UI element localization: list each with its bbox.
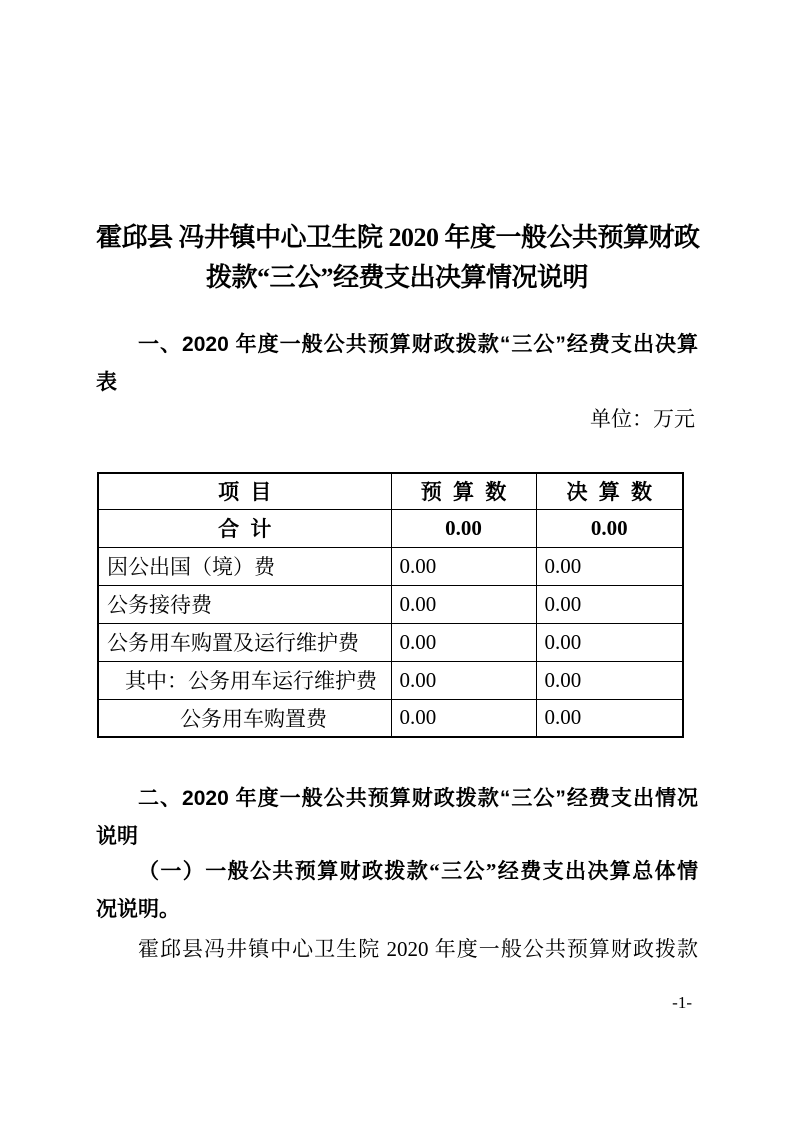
cell-abroad-final: 0.00 <box>536 547 683 585</box>
page-number: -1- <box>672 993 692 1012</box>
cell-total-item: 合 计 <box>98 509 391 547</box>
cell-reception-final: 0.00 <box>536 585 683 623</box>
unit-note: 单位：万元 <box>590 407 695 431</box>
cell-vehicle-operation-budget: 0.00 <box>391 661 536 699</box>
cell-vehicle-total-item: 公务用车购置及运行维护费 <box>98 623 391 661</box>
column-header-item: 项 目 <box>98 473 391 509</box>
section-2-heading <box>96 780 698 856</box>
column-header-final: 决 算 数 <box>536 473 683 509</box>
cell-vehicle-purchase-item: 公务用车购置费 <box>98 699 391 737</box>
section-1-heading <box>96 326 698 402</box>
expense-table <box>97 472 684 738</box>
cell-vehicle-purchase-budget: 0.00 <box>391 699 536 737</box>
section-2-heading-line-1: 二、2020 年度一般公共预算财政拨款“三公”经费支出情况 <box>138 787 698 810</box>
cell-vehicle-operation-item: 其中：公务用车运行维护费 <box>98 661 391 699</box>
table-row-reception-fee <box>98 585 683 623</box>
cell-total-budget: 0.00 <box>391 509 536 547</box>
column-header-budget: 预 算 数 <box>391 473 536 509</box>
table-row-abroad-fee <box>98 547 683 585</box>
table-header-row <box>98 473 683 509</box>
table-row-vehicle-operation <box>98 661 683 699</box>
cell-vehicle-purchase-final: 0.00 <box>536 699 683 737</box>
cell-reception-item: 公务接待费 <box>98 585 391 623</box>
cell-abroad-item: 因公出国（境）费 <box>98 547 391 585</box>
section-1-heading-line-1: 一、2020 年度一般公共预算财政拨款“三公”经费支出决算 <box>138 333 698 356</box>
cell-vehicle-total-final: 0.00 <box>536 623 683 661</box>
document-title-line-1: 霍邱县 冯井镇中心卫生院 2020 年度一般公共预算财政 <box>96 223 700 252</box>
table-row-total <box>98 509 683 547</box>
document-title <box>96 218 698 298</box>
cell-vehicle-operation-final: 0.00 <box>536 661 683 699</box>
table-row-vehicle-purchase <box>98 699 683 737</box>
cell-vehicle-total-budget: 0.00 <box>391 623 536 661</box>
body-paragraph <box>96 930 698 968</box>
cell-reception-budget: 0.00 <box>391 585 536 623</box>
subsection-1-heading-line-2: 况说明。 <box>96 897 180 921</box>
subsection-1-heading-line-1: （一）一般公共预算财政拨款“三公”经费支出决算总体情 <box>138 859 698 883</box>
subsection-1-heading <box>96 852 698 928</box>
table-row-vehicle-total <box>98 623 683 661</box>
document-title-line-2: 拨款“三公”经费支出决算情况说明 <box>205 263 588 292</box>
body-paragraph-line-1: 霍邱县冯井镇中心卫生院 2020 年度一般公共预算财政拨款 <box>138 937 698 961</box>
cell-abroad-budget: 0.00 <box>391 547 536 585</box>
section-2-heading-line-2: 说明 <box>96 825 138 848</box>
section-1-heading-line-2: 表 <box>96 371 117 394</box>
cell-total-final: 0.00 <box>536 509 683 547</box>
